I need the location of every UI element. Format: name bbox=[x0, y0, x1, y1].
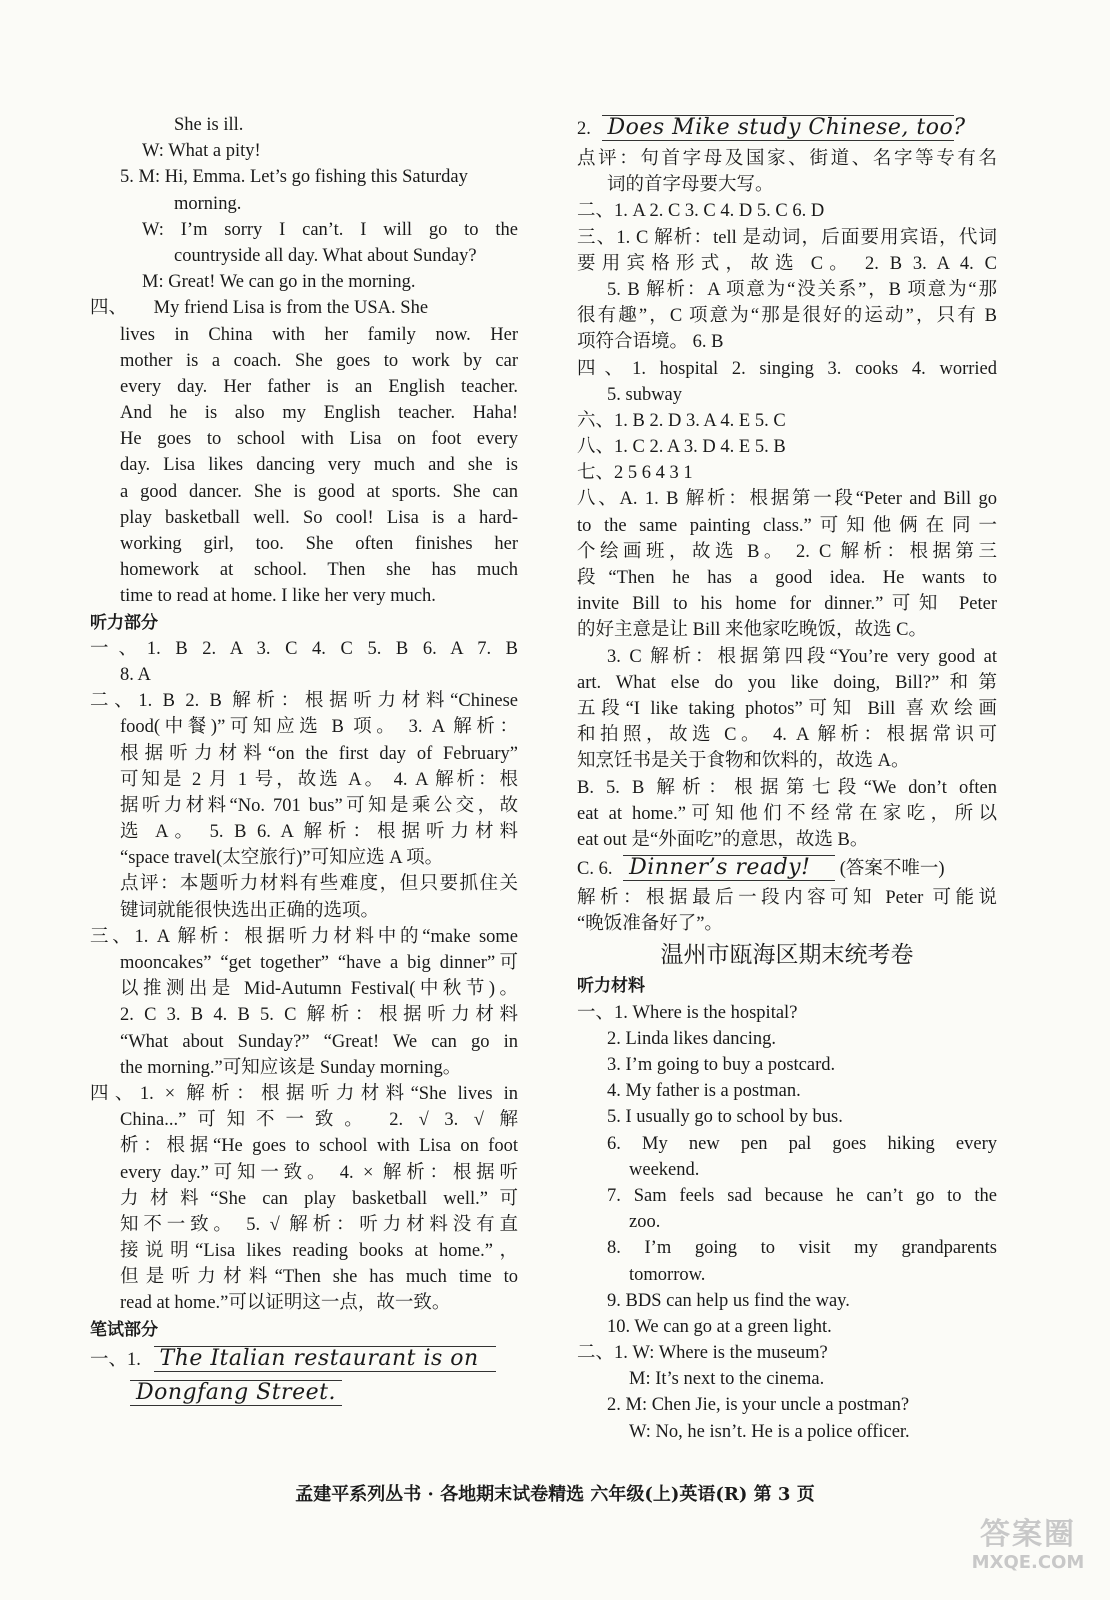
answer-line: eat at home.”可知他们不经常在家吃，所以 bbox=[577, 803, 997, 824]
script-line: W: No, he isn’t. He is a police officer. bbox=[629, 1421, 910, 1442]
text-line: lives in China with her family now. Her bbox=[120, 324, 518, 345]
handwritten-answer: Dongfang Street. bbox=[130, 1380, 342, 1406]
text-line: 5. M: Hi, Emma. Let’s go fishing this Saturday bbox=[120, 167, 468, 188]
text-span: My friend Lisa is from the USA. She bbox=[153, 298, 429, 319]
right-column bbox=[577, 112, 997, 1445]
comment-line: 词的首字母要大写。 bbox=[607, 175, 774, 196]
section-heading: 听力部分 bbox=[90, 612, 158, 633]
script-line: 9. BDS can help us find the way. bbox=[607, 1290, 850, 1311]
text-line: day. Lisa likes dancing very much and she is bbox=[120, 455, 518, 476]
handwritten-answer: Dinner’s ready! bbox=[623, 855, 835, 881]
text-line: every day. Her father is an English teacher. bbox=[120, 376, 518, 397]
script-line: 4. My father is a postman. bbox=[607, 1081, 801, 1102]
answer-line: 六、1. B 2. D 3. A 4. E 5. C bbox=[577, 410, 786, 431]
answer-line: “晚饭准备好了”。 bbox=[577, 914, 723, 935]
script-line: 7. Sam feels sad because he can’t go to the bbox=[607, 1185, 997, 1206]
text-line: working girl, too. She often finishes her bbox=[120, 534, 518, 554]
comment-line: 点评：句首字母及国家、街道、名字等专有名 bbox=[577, 149, 997, 169]
text-line: homework at school. Then she has much bbox=[120, 560, 518, 581]
answer-line: 知烹饪书是关于食物和饮料的，故选 A。 bbox=[577, 751, 910, 772]
script-line: 10. We can go at a green light. bbox=[607, 1316, 832, 1337]
script-line: 2. M: Chen Jie, is your uncle a postman? bbox=[607, 1395, 910, 1416]
answer-line: “What about Sunday?” “Great! We can go in bbox=[120, 1031, 518, 1052]
answer-line: 个绘画班，故选 B。 2. C 解析：根据第三 bbox=[577, 541, 997, 562]
script-line: 一、1. Where is the hospital? bbox=[577, 1002, 798, 1023]
answer-line: 八、A. 1. B 解析：根据第一段“Peter and Bill go bbox=[577, 489, 997, 510]
script-line: weekend. bbox=[629, 1159, 700, 1180]
answer-line: 七、2 5 6 4 3 1 bbox=[577, 463, 693, 484]
handwritten-answer-row bbox=[577, 853, 997, 885]
answer-line: mooncakes” “get together” “have a big dinner”可 bbox=[120, 953, 518, 973]
answer-line: 解析：根据最后一段内容可知 Peter 可能说 bbox=[577, 888, 997, 909]
answer-line: the morning.”可知应该是 Sunday morning。 bbox=[120, 1057, 462, 1078]
answer-line: 可知是 2 月 1 号，故选 A。 4. A 解析：根 bbox=[120, 769, 518, 790]
item-marker: C. 6. bbox=[577, 859, 613, 880]
text-line: She is ill. bbox=[174, 115, 244, 135]
answer-line: invite Bill to his home for dinner.”可知 Peter bbox=[577, 594, 997, 615]
answer-line: every day.”可知一致。 4. × 解析：根据听 bbox=[120, 1162, 518, 1183]
answer-line: 2. C 3. B 4. B 5. C 解析：根据听力材料 bbox=[120, 1005, 518, 1026]
answer-line: 知不一致。 5. √ 解析：听力材料没有直 bbox=[120, 1214, 518, 1235]
text-line: He goes to school with Lisa on foot every bbox=[120, 429, 518, 450]
answer-line: 根据听力材料“on the first day of February” bbox=[120, 743, 518, 764]
section-heading: 听力材料 bbox=[577, 976, 645, 997]
answer-line: 项符合语境。 6. B bbox=[577, 332, 724, 353]
handwritten-answer-row bbox=[577, 112, 997, 146]
answer-line: 选 A。 5. B 6. A 解析：根据听力材料 bbox=[120, 822, 518, 843]
script-line: 6. My new pen pal goes hiking every bbox=[607, 1133, 997, 1154]
script-line: 二、1. W: Where is the museum? bbox=[577, 1343, 828, 1364]
answer-line: 5. subway bbox=[607, 384, 683, 405]
watermark-text: 答案圈 bbox=[980, 1517, 1076, 1552]
answer-line: food(中餐)”可知应选 B 项。 3. A 解析： bbox=[120, 717, 518, 738]
answer-line: 段“Then he has a good idea. He wants to bbox=[577, 568, 997, 588]
handwritten-answer-row bbox=[90, 1377, 518, 1411]
answer-line: read at home.”可以证明这一点，故一致。 bbox=[120, 1293, 451, 1314]
answer-line: China...”可知不一致。 2. √ 3. √ 解 bbox=[120, 1110, 518, 1131]
text-line: W: I’m sorry I can’t. I will go to the bbox=[142, 219, 518, 240]
answer-line: B. 5. B 解析：根据第七段“We don’t often bbox=[577, 777, 997, 798]
script-line: 5. I usually go to school by bus. bbox=[607, 1107, 843, 1128]
answer-line: “space travel(太空旅行)”可知应选 A 项。 bbox=[120, 848, 444, 869]
answer-line: 的好主意是让 Bill 来他家吃晚饭，故选 C。 bbox=[577, 620, 927, 641]
answer-line: 三、1. C 解析：tell 是动词，后面要用宾语，代词 bbox=[577, 227, 997, 248]
answer-line: 5. B 解析：A 项意为“没关系”，B 项意为“那 bbox=[607, 279, 997, 300]
answer-line: eat out 是“外面吃”的意思，故选 B。 bbox=[577, 829, 869, 850]
answer-line: 要用宾格形式，故选 C。 2. B 3. A 4. C bbox=[577, 253, 997, 274]
answer-line: 接说明“Lisa likes reading books at home.”， bbox=[120, 1241, 518, 1262]
script-line: 8. I’m going to visit my grandparents bbox=[607, 1238, 997, 1259]
answer-line: 3. C 解析：根据第四段“You’re very good at bbox=[607, 646, 997, 667]
exam-heading: 温州市瓯海区期末统考卷 bbox=[660, 942, 914, 969]
answer-line: art. What else do you like doing, Bill?”和第 bbox=[577, 672, 997, 693]
text-line: play basketball well. So cool! Lisa is a hard- bbox=[120, 507, 518, 528]
note-text: (答案不唯一) bbox=[839, 859, 945, 880]
passage-first-line bbox=[90, 295, 518, 321]
answer-line: 四、1. hospital 2. singing 3. cooks 4. worried bbox=[577, 358, 997, 379]
watermark-logo bbox=[968, 1518, 1088, 1580]
script-line: tomorrow. bbox=[629, 1264, 706, 1285]
answer-line: 四、1. × 解析：根据听力材料“She lives in bbox=[90, 1083, 518, 1104]
answer-line: 据听力材料“No. 701 bus”可知是乘公交，故 bbox=[120, 795, 518, 816]
answer-line: 五段“I like taking photos”可知 Bill 喜欢绘画 bbox=[577, 698, 997, 719]
answer-line: to the same painting class.”可知他俩在同一 bbox=[577, 515, 997, 536]
answer-line: 和拍照，故选 C。 4. A 解析：根据常识可 bbox=[577, 725, 997, 746]
text-line: mother is a coach. She goes to work by car bbox=[120, 350, 518, 371]
answer-line: 三、1. A 解析：根据听力材料中的“make some bbox=[90, 926, 518, 947]
answer-line: 力材料“She can play basketball well.”可 bbox=[120, 1188, 518, 1209]
comment-line: 点评：本题听力材料有些难度，但只要抓住关 bbox=[120, 874, 518, 895]
answer-line: 以推测出是 Mid-Autumn Festival(中秋节)。 bbox=[120, 979, 518, 1000]
answer-line: 8. A bbox=[120, 664, 151, 685]
comment-line: 键词就能很快选出正确的选项。 bbox=[120, 900, 380, 921]
script-line: 3. I’m going to buy a postcard. bbox=[607, 1055, 836, 1075]
text-line: a good dancer. She is good at sports. She can bbox=[120, 481, 518, 502]
script-line: 2. Linda likes dancing. bbox=[607, 1028, 777, 1049]
text-line: And he is also my English teacher. Haha! bbox=[120, 403, 518, 424]
text-line: morning. bbox=[174, 193, 242, 214]
script-line: zoo. bbox=[629, 1212, 661, 1233]
handwritten-answer-row bbox=[90, 1343, 518, 1377]
section-heading: 笔试部分 bbox=[90, 1319, 158, 1340]
script-line: M: It’s next to the cinema. bbox=[629, 1369, 825, 1390]
text-line: M: Great! We can go in the morning. bbox=[142, 272, 416, 293]
page-footer: 孟建平系列丛书 · 各地期末试卷精选 六年级(上)英语(R) 第 3 页 bbox=[295, 1484, 815, 1505]
answer-line: 二、1. B 2. B 解析：根据听力材料“Chinese bbox=[90, 691, 518, 712]
answer-line: 一、1. B 2. A 3. C 4. C 5. B 6. A 7. B bbox=[90, 638, 518, 659]
text-line: countryside all day. What about Sunday? bbox=[174, 245, 477, 266]
handwritten-answer: Does Mike study Chinese, too? bbox=[602, 115, 954, 141]
item-marker: 一、1. bbox=[90, 1349, 141, 1370]
section-marker: 四、 bbox=[90, 298, 128, 319]
text-line: W: What a pity! bbox=[142, 141, 261, 162]
answer-line: 八、1. C 2. A 3. D 4. E 5. B bbox=[577, 437, 786, 458]
left-column bbox=[90, 112, 518, 1411]
item-marker: 2. bbox=[577, 119, 591, 139]
answer-line: 二、1. A 2. C 3. C 4. D 5. C 6. D bbox=[577, 201, 825, 222]
answer-line: 很有趣”，C 项意为“那是很好的运动”，只有 B bbox=[577, 306, 997, 327]
watermark-url: MXQE.COM bbox=[971, 1552, 1085, 1573]
answer-line: 但是听力材料“Then she has much time to bbox=[120, 1267, 518, 1288]
text-line: time to read at home. I like her very much. bbox=[120, 586, 436, 607]
handwritten-answer: The Italian restaurant is on bbox=[154, 1346, 496, 1372]
answer-line: 析：根据“He goes to school with Lisa on foot bbox=[120, 1136, 518, 1157]
